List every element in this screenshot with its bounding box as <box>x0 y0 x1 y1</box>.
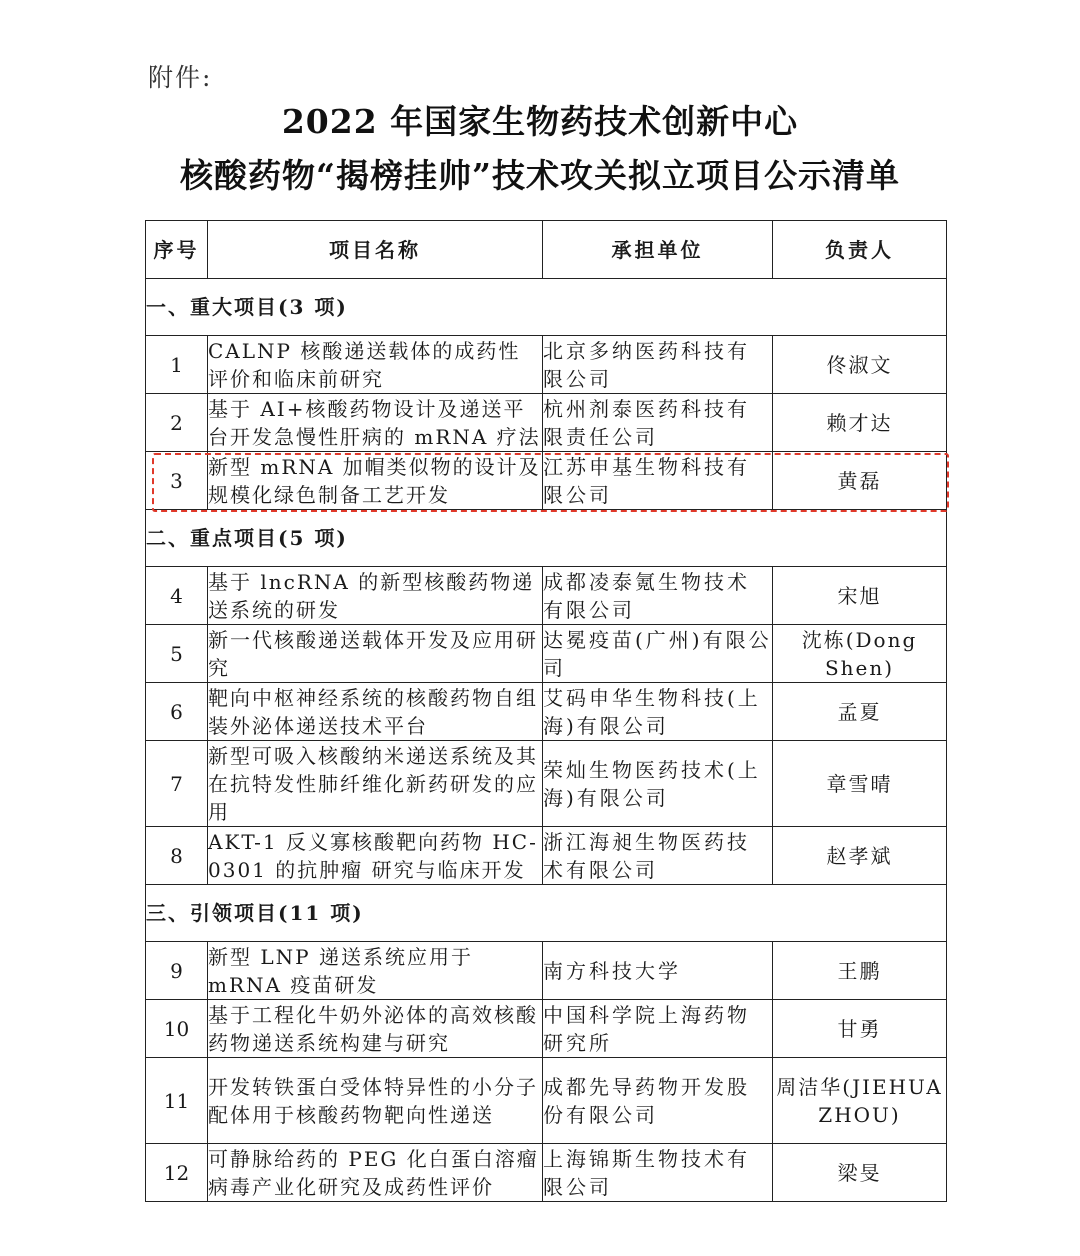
section-title-leading: 三、引领项目(11 项) <box>146 885 947 942</box>
project-name: 新型可吸入核酸纳米递送系统及其在抗特发性肺纤维化新药研发的应用 <box>208 741 543 827</box>
section-row <box>146 885 947 942</box>
project-leader: 佟淑文 <box>773 336 947 394</box>
organization: 达冕疫苗(广州)有限公司 <box>543 625 773 683</box>
project-name: 基于工程化牛奶外泌体的高效核酸药物递送系统构建与研究 <box>208 1000 543 1058</box>
section-title-major: 一、重大项目(3 项) <box>146 279 947 336</box>
table-row <box>146 567 947 625</box>
organization: 北京多纳医药科技有限公司 <box>543 336 773 394</box>
organization: 荣灿生物医药技术(上海)有限公司 <box>543 741 773 827</box>
table-row <box>146 394 947 452</box>
organization: 艾码申华生物科技(上海)有限公司 <box>543 683 773 741</box>
project-leader: 章雪晴 <box>773 741 947 827</box>
table-row <box>146 683 947 741</box>
project-leader: 沈栋(Dong Shen) <box>773 625 947 683</box>
organization: 杭州剂泰医药科技有限责任公司 <box>543 394 773 452</box>
row-number: 7 <box>146 741 208 827</box>
organization: 浙江海昶生物医药技术有限公司 <box>543 827 773 885</box>
project-list-table <box>145 220 947 1202</box>
column-header-number: 序号 <box>146 221 208 279</box>
table-row <box>146 942 947 1000</box>
project-leader: 甘勇 <box>773 1000 947 1058</box>
row-number: 8 <box>146 827 208 885</box>
table-row <box>146 1144 947 1202</box>
row-number: 2 <box>146 394 208 452</box>
project-leader: 黄磊 <box>773 452 947 510</box>
row-number: 10 <box>146 1000 208 1058</box>
document-title-line1: 2022 年国家生物药技术创新中心 <box>281 102 799 141</box>
project-leader: 赖才达 <box>773 394 947 452</box>
organization: 南方科技大学 <box>543 942 773 1000</box>
organization: 江苏申基生物科技有限公司 <box>543 452 773 510</box>
project-leader: 宋旭 <box>773 567 947 625</box>
row-number: 4 <box>146 567 208 625</box>
row-number: 9 <box>146 942 208 1000</box>
organization: 成都凌泰氪生物技术有限公司 <box>543 567 773 625</box>
table-row <box>146 1000 947 1058</box>
project-name: 基于 AI+核酸药物设计及递送平台开发急慢性肝病的 mRNA 疗法 <box>208 394 543 452</box>
project-leader: 王鹏 <box>773 942 947 1000</box>
project-leader: 梁旻 <box>773 1144 947 1202</box>
section-row <box>146 279 947 336</box>
table-row <box>146 625 947 683</box>
table-row-highlighted <box>146 452 947 510</box>
table-row <box>146 827 947 885</box>
project-name: AKT-1 反义寡核酸靶向药物 HC-0301 的抗肿瘤 研究与临床开发 <box>208 827 543 885</box>
row-number: 3 <box>146 452 208 510</box>
row-number: 6 <box>146 683 208 741</box>
section-row <box>146 510 947 567</box>
project-name: 新一代核酸递送载体开发及应用研究 <box>208 625 543 683</box>
organization: 中国科学院上海药物研究所 <box>543 1000 773 1058</box>
project-leader: 孟夏 <box>773 683 947 741</box>
project-leader: 周洁华(JIEHUA ZHOU) <box>773 1058 947 1144</box>
project-name: 靶向中枢神经系统的核酸药物自组装外泌体递送技术平台 <box>208 683 543 741</box>
row-number: 11 <box>146 1058 208 1144</box>
project-name: 基于 lncRNA 的新型核酸药物递送系统的研发 <box>208 567 543 625</box>
table-row <box>146 1058 947 1144</box>
project-name: CALNP 核酸递送载体的成药性评价和临床前研究 <box>208 336 543 394</box>
project-name: 开发转铁蛋白受体特异性的小分子配体用于核酸药物靶向性递送 <box>208 1058 543 1144</box>
column-header-leader: 负责人 <box>773 221 947 279</box>
project-name: 新型 mRNA 加帽类似物的设计及规模化绿色制备工艺开发 <box>208 452 543 510</box>
table-row <box>146 741 947 827</box>
row-number: 1 <box>146 336 208 394</box>
organization: 上海锦斯生物技术有限公司 <box>543 1144 773 1202</box>
project-name: 新型 LNP 递送系统应用于 mRNA 疫苗研发 <box>208 942 543 1000</box>
attachment-label: 附件: <box>148 63 213 92</box>
organization: 成都先导药物开发股份有限公司 <box>543 1058 773 1144</box>
column-header-project-name: 项目名称 <box>208 221 543 279</box>
row-number: 12 <box>146 1144 208 1202</box>
table-header-row <box>146 221 947 279</box>
row-number: 5 <box>146 625 208 683</box>
column-header-organization: 承担单位 <box>543 221 773 279</box>
project-name: 可静脉给药的 PEG 化白蛋白溶瘤病毒产业化研究及成药性评价 <box>208 1144 543 1202</box>
table-row <box>146 336 947 394</box>
section-title-key: 二、重点项目(5 项) <box>146 510 947 567</box>
document-title-line2: 核酸药物“揭榜挂帅”技术攻关拟立项目公示清单 <box>180 156 900 195</box>
project-leader: 赵孝斌 <box>773 827 947 885</box>
